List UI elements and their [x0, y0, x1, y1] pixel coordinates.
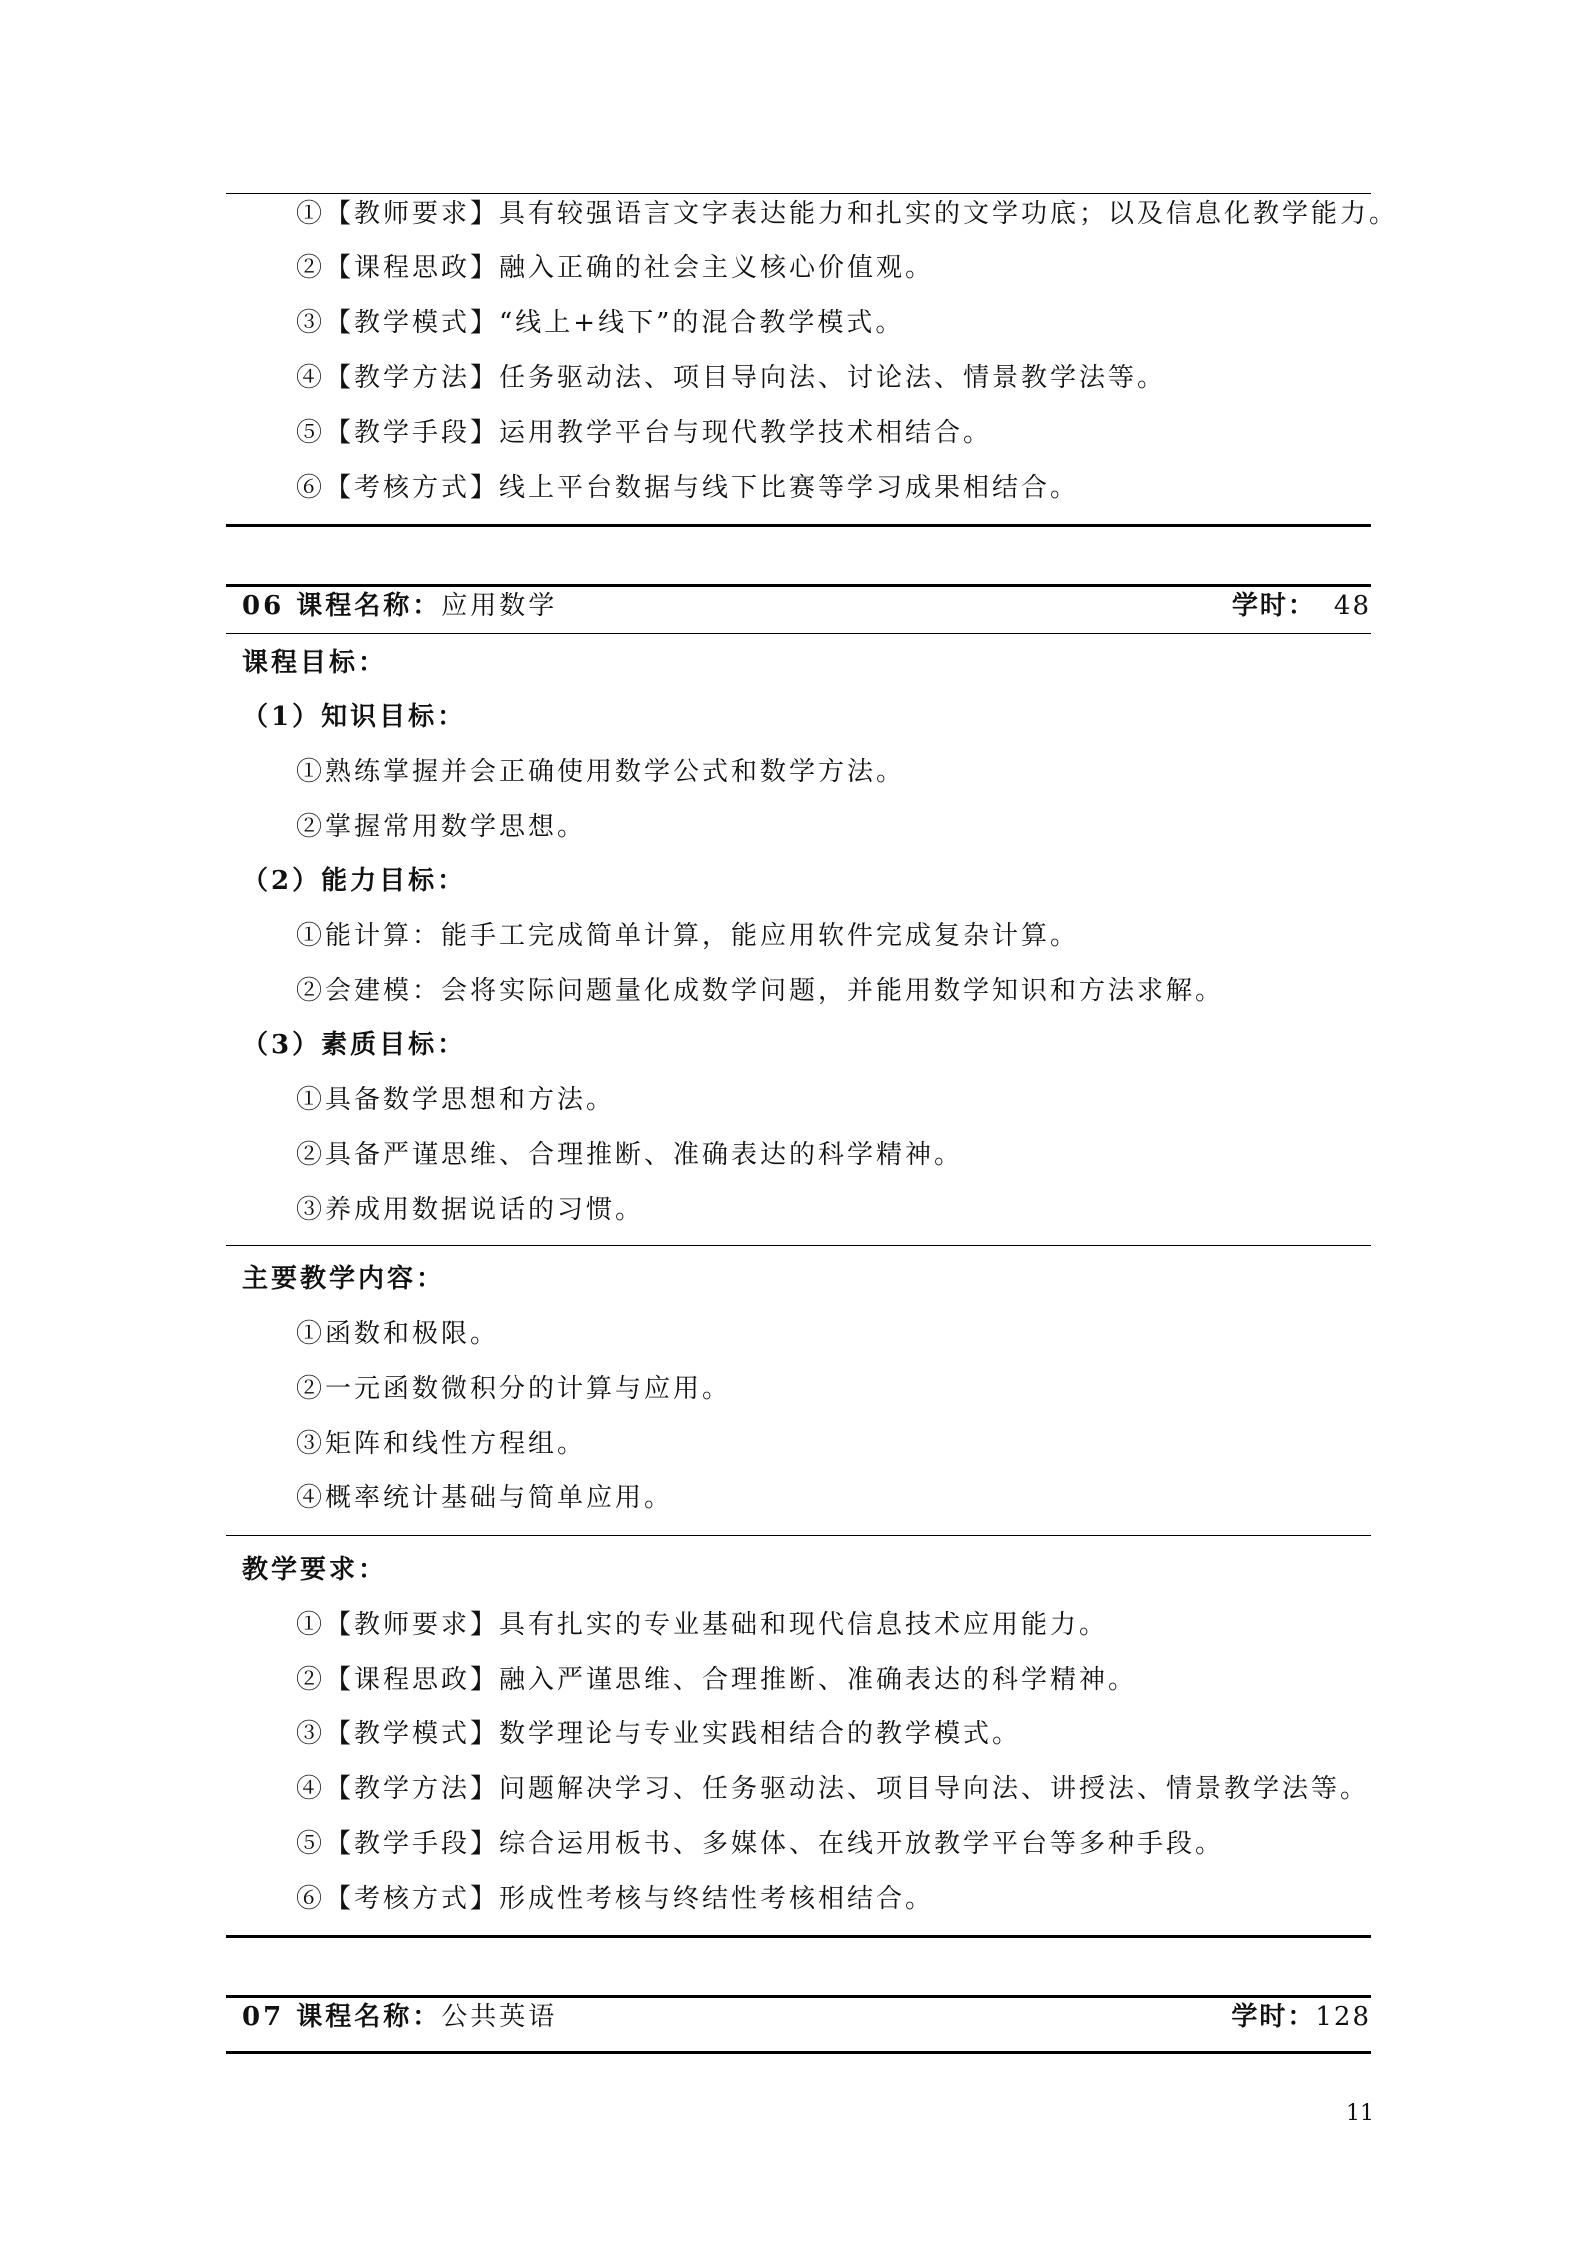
course06-goals-title: 课程目标：	[242, 648, 388, 678]
course06-quality-title: （3）素质目标：	[242, 1030, 467, 1060]
top-item-5: ⑤【教学手段】运用教学平台与现代教学技术相结合。	[296, 418, 993, 448]
course06-quality-item-1: ①具备数学思想和方法。	[296, 1085, 616, 1115]
course06-req-item-3: ③【教学模式】数学理论与专业实践相结合的教学模式。	[296, 1719, 1022, 1749]
top-item-2: ②【课程思政】融入正确的社会主义核心价值观。	[296, 253, 935, 283]
course06-content-rule	[226, 1535, 1371, 1536]
course06-knowledge-item-2: ②掌握常用数学思想。	[296, 812, 587, 842]
top-rule	[226, 193, 1371, 194]
course07-header-rule	[226, 2051, 1371, 2054]
course06-content-item-2: ②一元函数微积分的计算与应用。	[296, 1374, 732, 1404]
course06-knowledge-item-1: ①熟练掌握并会正确使用数学公式和数学方法。	[296, 757, 906, 787]
course06-hours-value: 48	[1333, 591, 1371, 621]
course06-ability-title: （2）能力目标：	[242, 866, 467, 896]
course06-req-item-2: ②【课程思政】融入严谨思维、合理推断、准确表达的科学精神。	[296, 1665, 1138, 1695]
course06-req-title: 教学要求：	[242, 1555, 388, 1585]
course06-content-item-1: ①函数和极限。	[296, 1319, 500, 1349]
top-item-3: ③【教学模式】“线上+线下”的混合教学模式。	[296, 308, 905, 338]
course06-req-item-5: ⑤【教学手段】综合运用板书、多媒体、在线开放教学平台等多种手段。	[296, 1829, 1225, 1859]
course06-content-item-3: ③矩阵和线性方程组。	[296, 1429, 587, 1459]
top-block-bottom-rule	[226, 524, 1371, 527]
course06-req-item-1: ①【教师要求】具有扎实的专业基础和现代信息技术应用能力。	[296, 1610, 1109, 1640]
top-item-4: ④【教学方法】任务驱动法、项目导向法、讨论法、情景教学法等。	[296, 363, 1167, 393]
course07-hours-label: 学时：	[1231, 2002, 1316, 2032]
course06-name-value: 应用数学	[441, 591, 558, 621]
course07-header	[242, 2000, 557, 2034]
course07-top-rule	[226, 1995, 1371, 1998]
course07-name-value: 公共英语	[441, 2002, 558, 2032]
course06-header	[242, 589, 557, 623]
course06-content-title: 主要教学内容：	[242, 1264, 446, 1294]
course06-quality-item-2: ②具备严谨思维、合理推断、准确表达的科学精神。	[296, 1140, 964, 1170]
course06-knowledge-title: （1）知识目标：	[242, 702, 467, 732]
course06-goals-rule	[226, 1245, 1371, 1246]
course06-top-rule	[226, 584, 1371, 587]
course06-req-item-6: ⑥【考核方式】形成性考核与终结性考核相结合。	[296, 1884, 935, 1914]
course06-ability-item-1: ①能计算：能手工完成简单计算，能应用软件完成复杂计算。	[296, 921, 1080, 951]
course06-name-label: 06 课程名称：	[242, 591, 442, 621]
course06-req-item-4: ④【教学方法】问题解决学习、任务驱动法、项目导向法、讲授法、情景教学法等。	[296, 1774, 1370, 1804]
course06-content-item-4: ④概率统计基础与简单应用。	[296, 1483, 674, 1513]
course06-header-rule	[226, 633, 1371, 634]
course06-ability-item-2: ②会建模：会将实际问题量化成数学问题，并能用数学知识和方法求解。	[296, 976, 1225, 1006]
course06-hours-label: 学时：	[1231, 591, 1316, 621]
course07-hours	[1231, 2000, 1371, 2034]
course07-hours-value: 128	[1315, 2002, 1371, 2032]
top-item-6: ⑥【考核方式】线上平台数据与线下比赛等学习成果相结合。	[296, 473, 1080, 503]
page-number: 11	[1346, 2101, 1374, 2126]
course06-quality-item-3: ③养成用数据说话的习惯。	[296, 1195, 645, 1225]
course06-hours	[1232, 589, 1371, 623]
course06-bottom-rule	[226, 1935, 1371, 1938]
course07-name-label: 07 课程名称：	[242, 2002, 442, 2032]
top-item-1: ①【教师要求】具有较强语言文字表达能力和扎实的文学功底；以及信息化教学能力。	[296, 199, 1399, 229]
